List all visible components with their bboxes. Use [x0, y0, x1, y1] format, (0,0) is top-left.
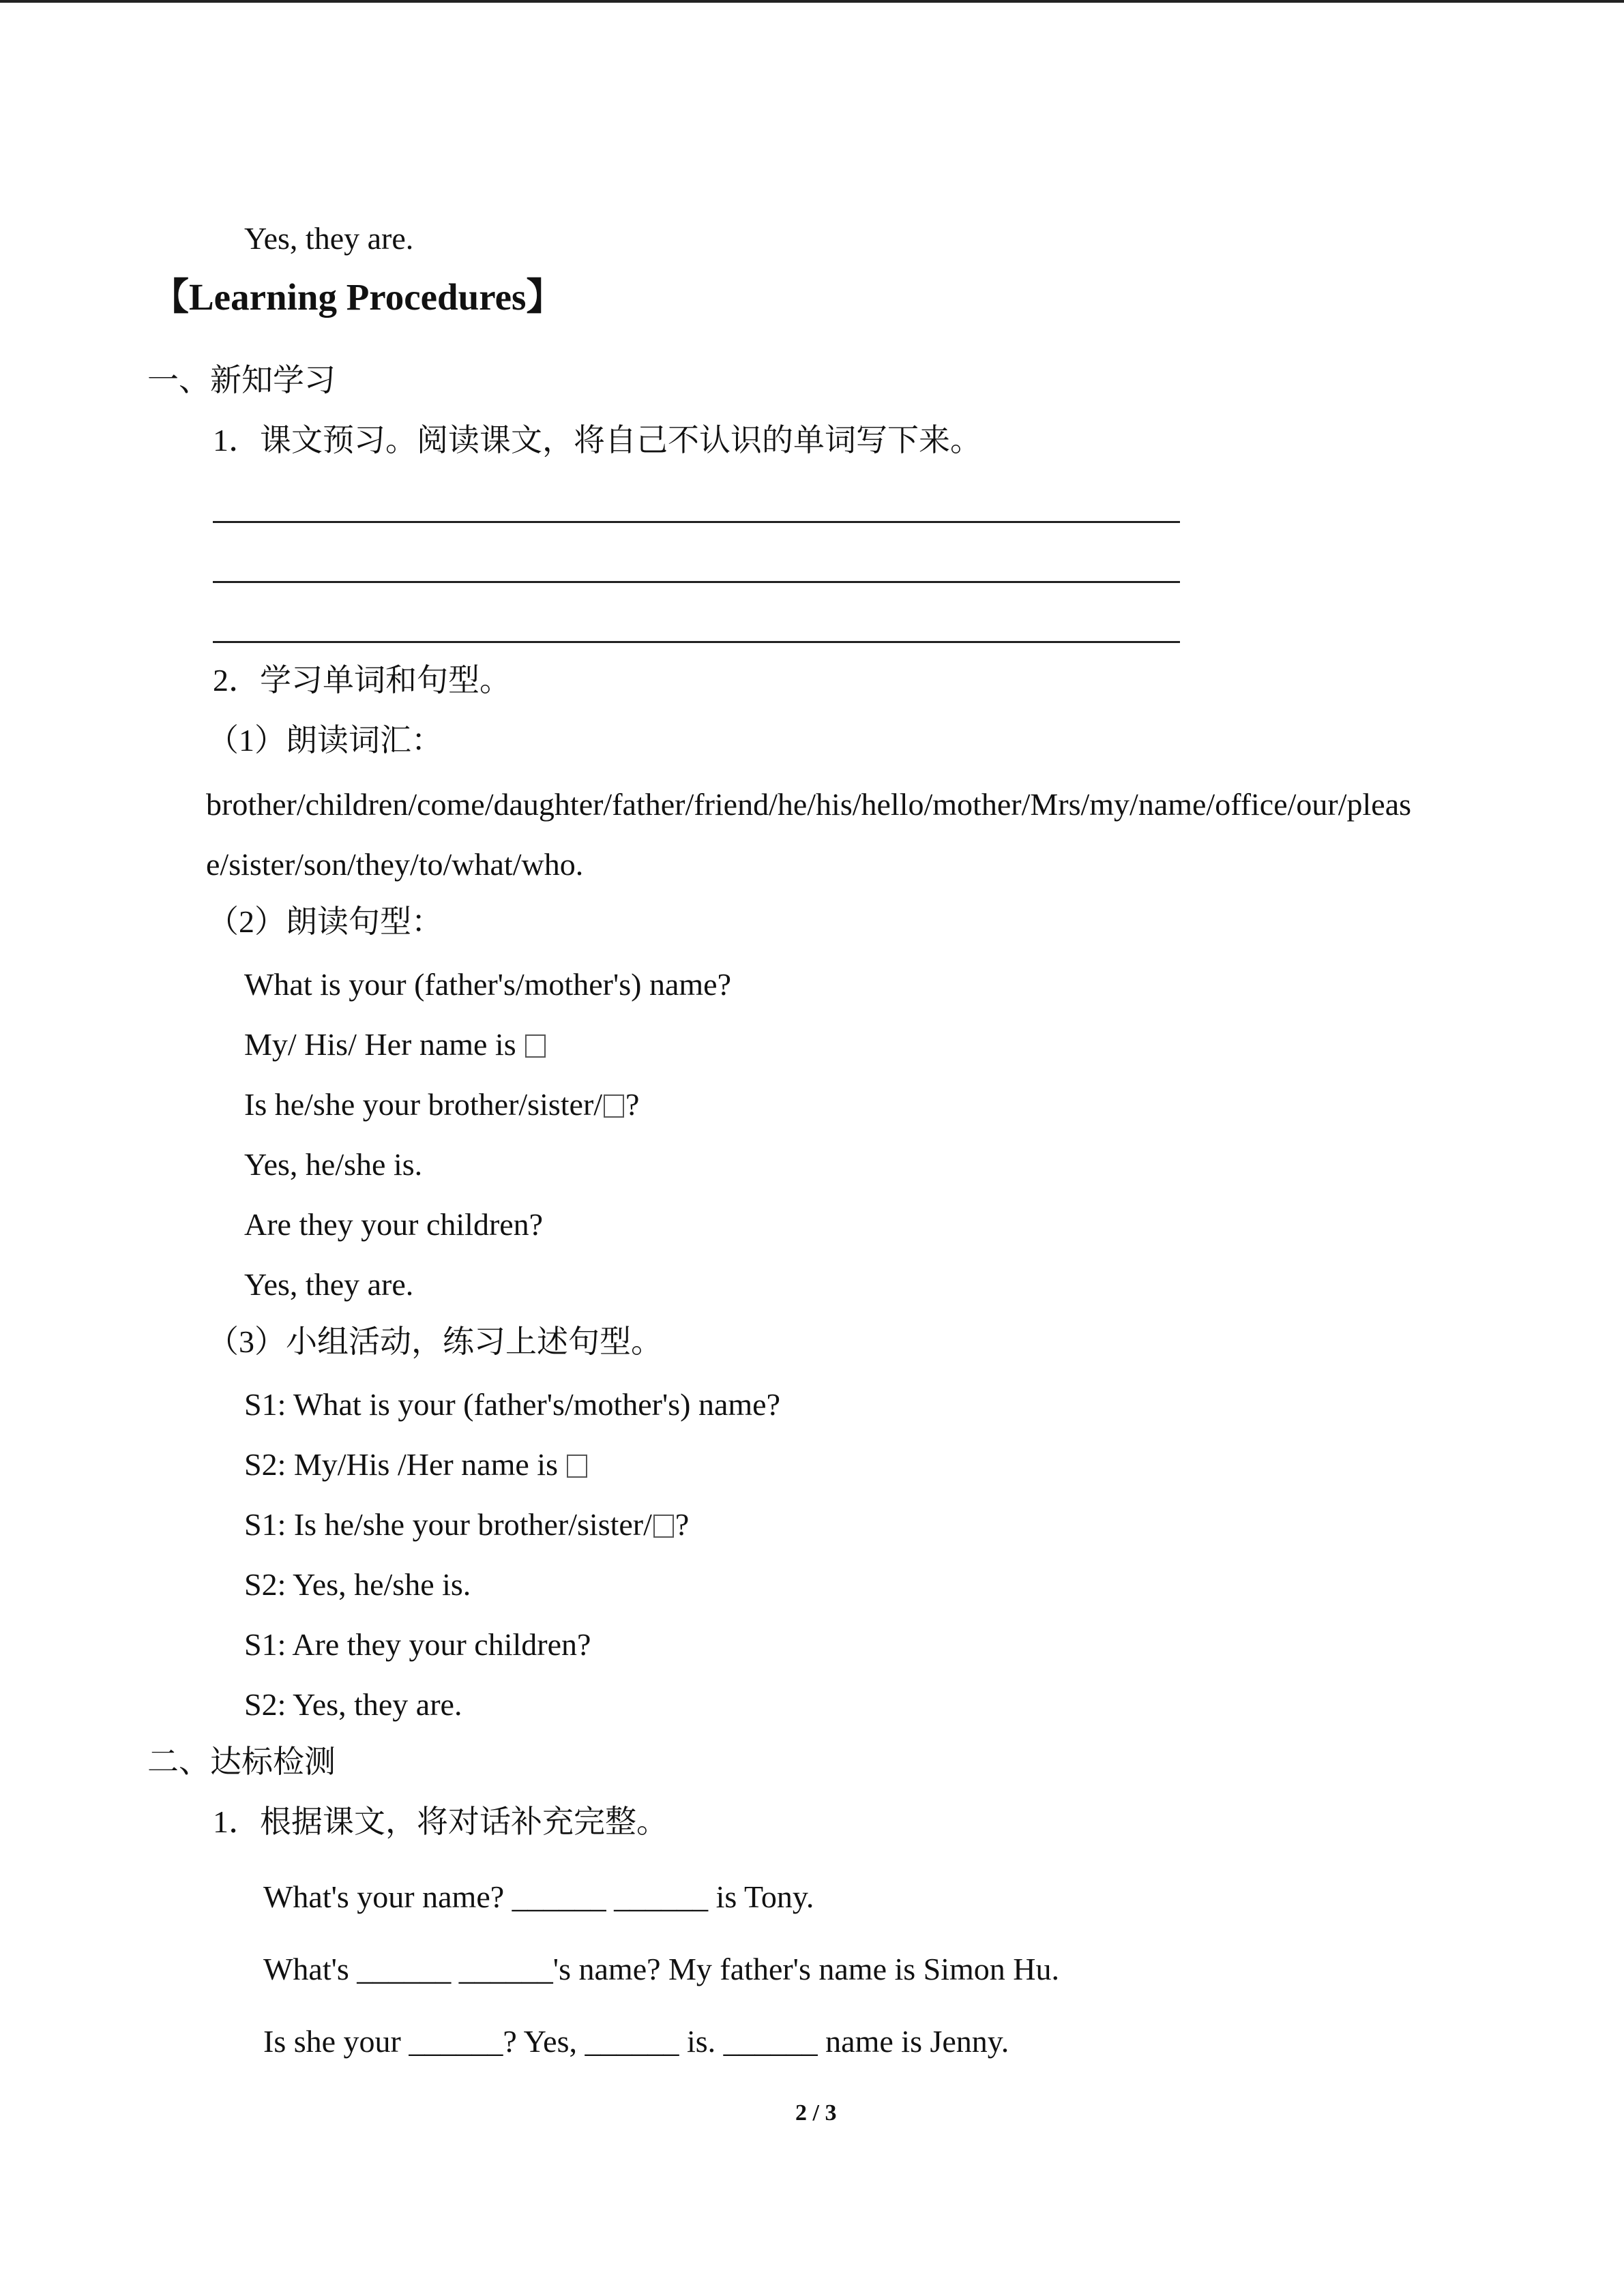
intro-line: Yes, they are.	[244, 221, 414, 256]
sentence-5: Are they your children?	[244, 1207, 544, 1242]
part1-item2-title: 2．学习单词和句型。	[213, 663, 511, 698]
sentence-1: What is your (father's/mother's) name?	[244, 967, 731, 1002]
answer-line-1	[213, 521, 1180, 523]
sub2-title: （2）朗读句型：	[207, 904, 443, 939]
part1-title: 一、新知学习	[147, 363, 336, 398]
part2-title: 二、达标检测	[147, 1744, 336, 1779]
sentence-4: Yes, he/she is.	[244, 1147, 423, 1182]
sentence-2	[244, 1026, 547, 1064]
sub3-title: （3）小组活动，练习上述句型。	[207, 1324, 662, 1359]
section-heading: 【Learning Procedures】	[151, 276, 564, 318]
placeholder-box	[604, 1094, 624, 1118]
placeholder-box	[525, 1034, 546, 1058]
fill-line-3: Is she your ______? Yes, ______ is. ______ name is Jenny.	[263, 2024, 1009, 2059]
dialogue-3-text: S1: Is he/she your brother/sister/	[244, 1507, 652, 1542]
dialogue-3-end: ?	[675, 1507, 690, 1542]
sub1-title: （1）朗读词汇：	[207, 723, 443, 758]
sentence-3-end: ?	[625, 1087, 640, 1122]
sentence-3-text: Is he/she your brother/sister/	[244, 1087, 603, 1122]
page-top-border	[0, 0, 1624, 3]
vocab-line-2: e/sister/son/they/to/what/who.	[206, 847, 584, 882]
dialogue-6: S2: Yes, they are.	[244, 1687, 462, 1722]
page-number: 2 / 3	[795, 2100, 837, 2126]
part1-item1-title: 1．课文预习。阅读课文，将自己不认识的单词写下来。	[213, 423, 981, 458]
dialogue-4: S2: Yes, he/she is.	[244, 1567, 471, 1602]
part2-item1-title: 1．根据课文，将对话补充完整。	[213, 1804, 668, 1839]
placeholder-box	[653, 1515, 674, 1538]
dialogue-5: S1: Are they your children?	[244, 1627, 591, 1662]
dialogue-2	[244, 1446, 589, 1484]
sentence-2-text: My/ His/ Her name is	[244, 1027, 516, 1062]
dialogue-1: S1: What is your (father's/mother's) name?	[244, 1387, 781, 1422]
answer-line-3	[213, 641, 1180, 643]
fill-line-1: What's your name? ______ ______ is Tony.	[263, 1879, 814, 1914]
dialogue-2-text: S2: My/His /Her name is	[244, 1447, 558, 1482]
fill-line-2: What's ______ ______'s name? My father's name is Simon Hu.	[263, 1952, 1060, 1986]
answer-line-2	[213, 581, 1180, 583]
vocab-line-1: brother/children/come/daughter/father/friend/he/his/hello/mother/Mrs/my/name/office/our/pleas	[206, 787, 1412, 822]
sentence-3	[244, 1086, 639, 1124]
sentence-6: Yes, they are.	[244, 1267, 414, 1302]
dialogue-3	[244, 1506, 689, 1544]
placeholder-box	[567, 1455, 587, 1478]
